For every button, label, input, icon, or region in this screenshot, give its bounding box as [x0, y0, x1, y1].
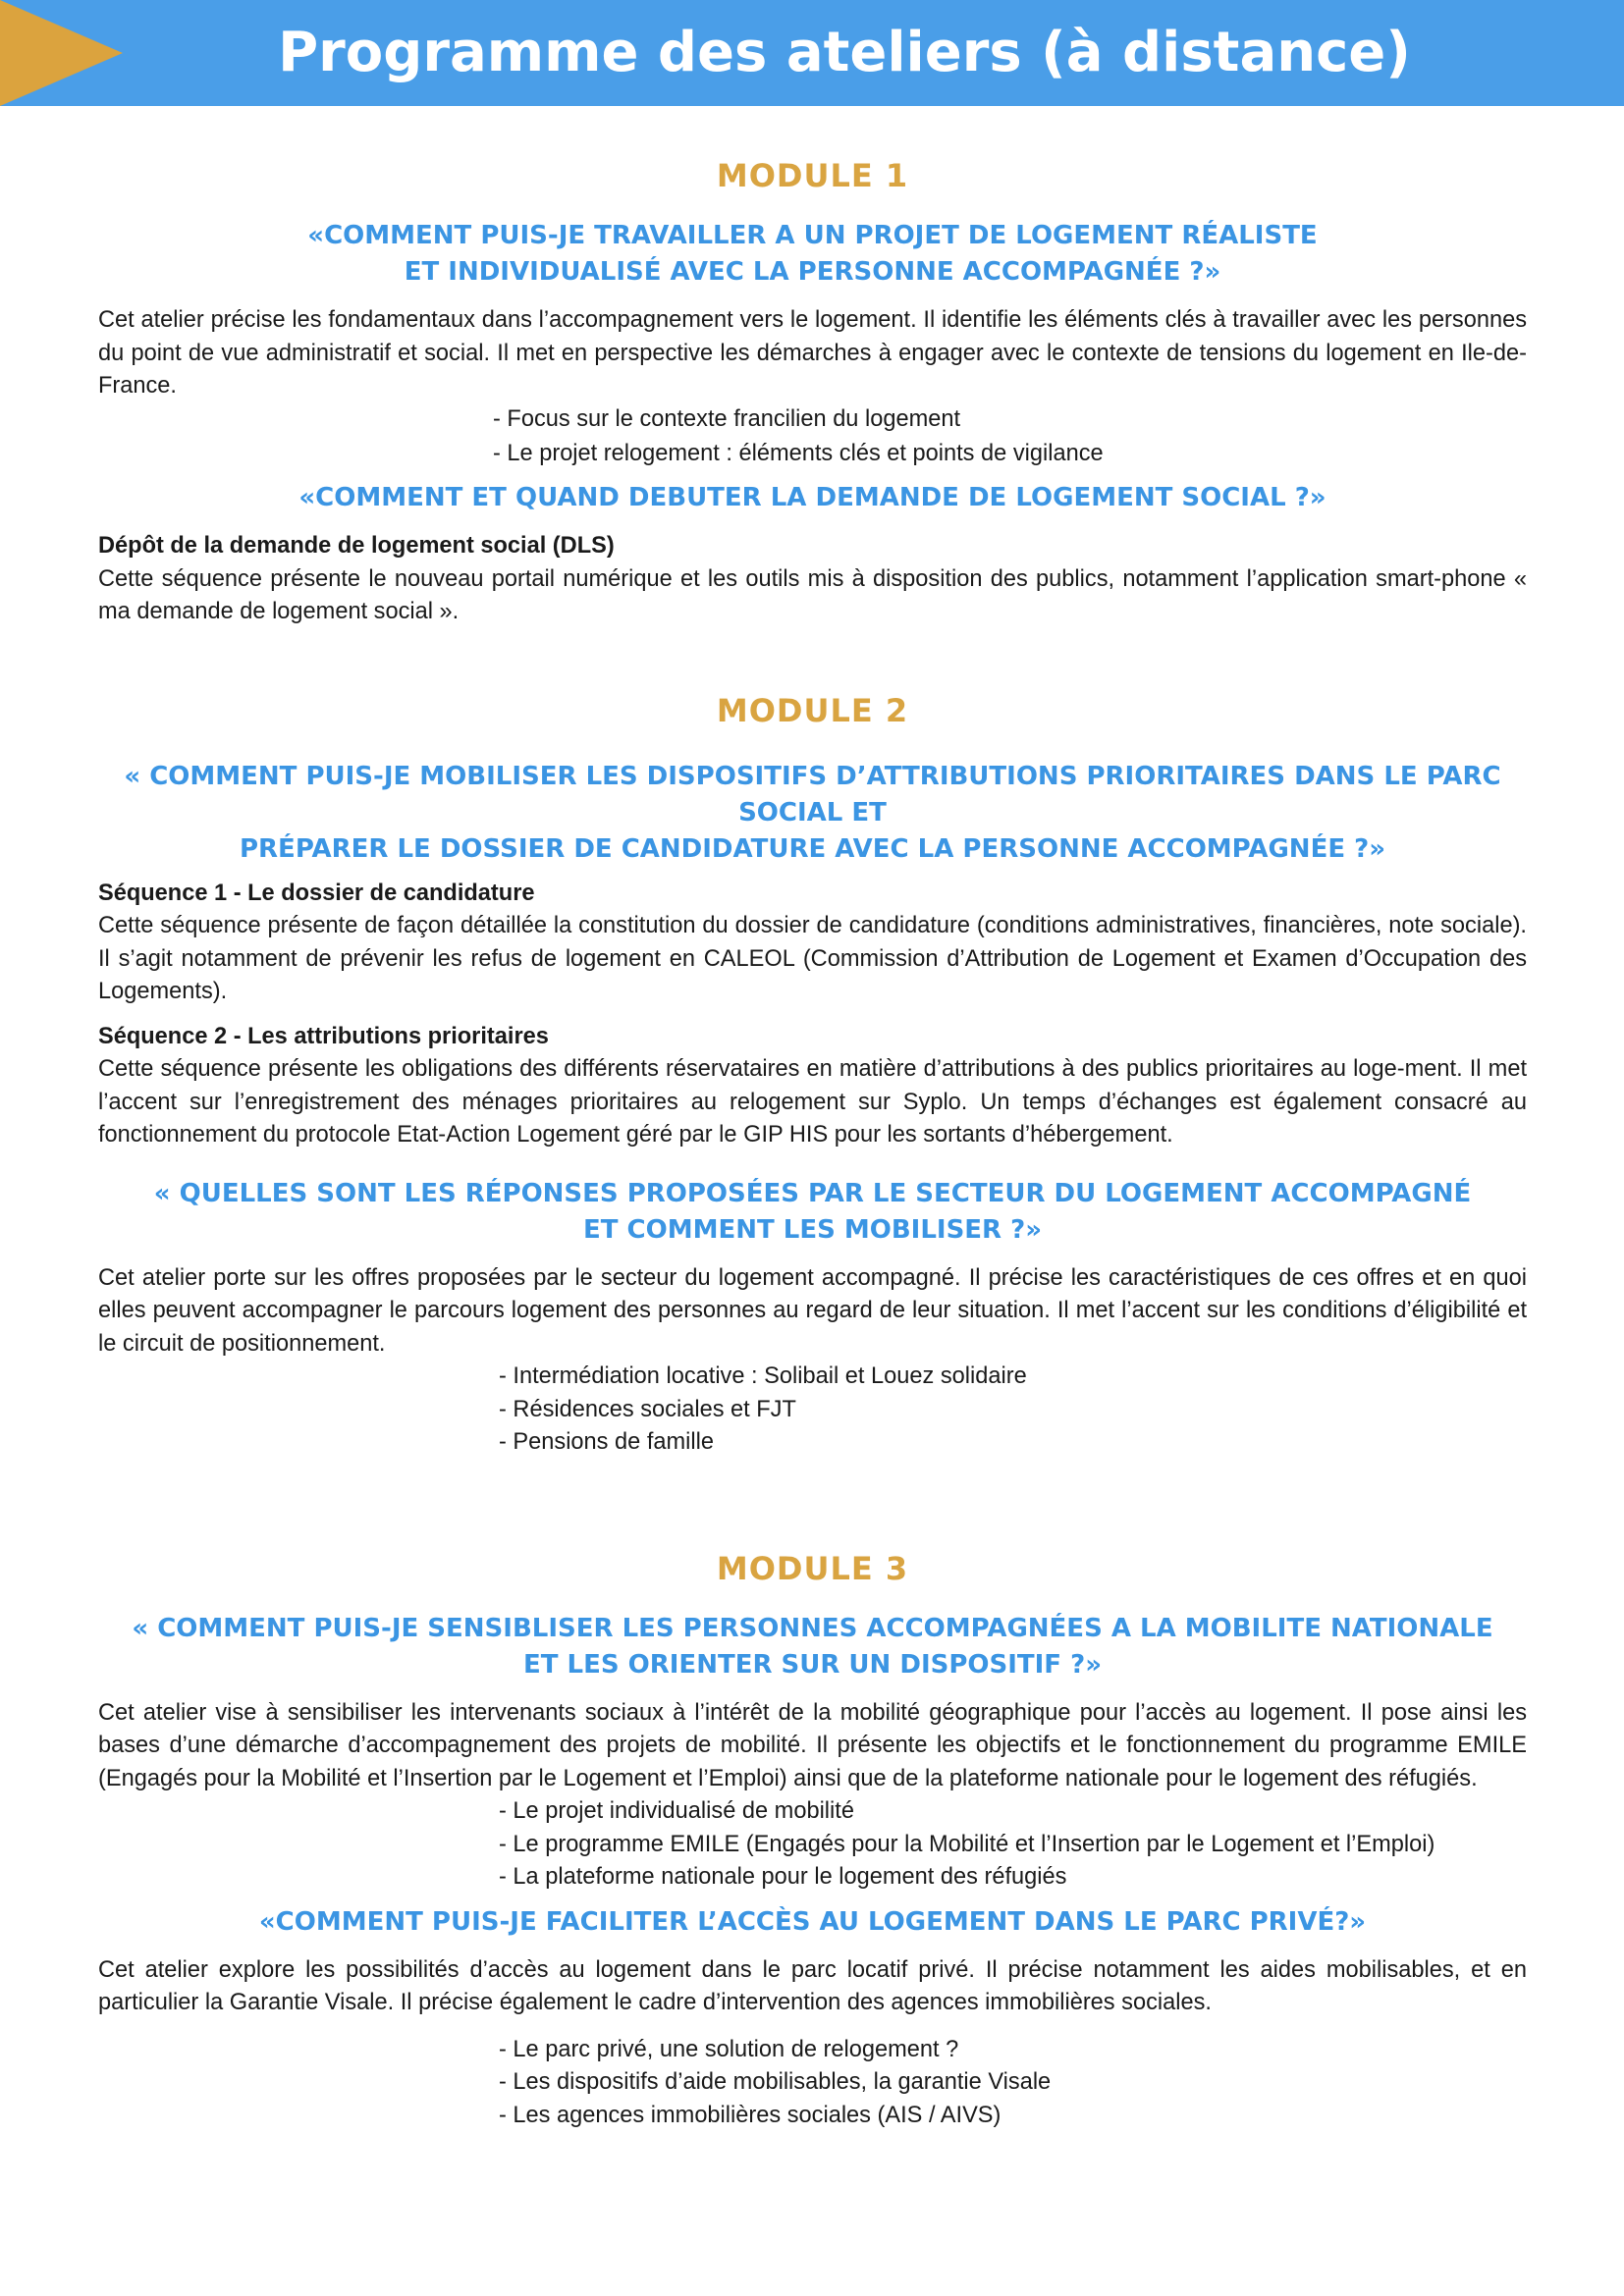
- bullet-item: - Le parc privé, une solution de relogement ?: [499, 2036, 959, 2062]
- module-2: [98, 692, 1527, 1460]
- atelier-title-line: « QUELLES SONT LES RÉPONSES PROPOSÉES PAR LE SECTEUR DU LOGEMENT ACCOMPAGNÉ: [153, 1178, 1472, 1208]
- atelier-title: [98, 759, 1527, 868]
- module-2-atelier-1: [98, 759, 1527, 1152]
- atelier-title: [98, 1611, 1527, 1683]
- atelier-description: Cet atelier précise les fondamentaux dans l’accompagnement vers le logement. Il identifie les éléments clés à travailler avec les personnes du point de vue administratif et social. Il met en perspective les démarches à engager avec le contexte de tensions du logement en Ile-de-France.: [98, 307, 1527, 399]
- sequence-description: Cette séquence présente de façon détaillée la constitution du dossier de candidature (conditions administratives, financières, note sociale). Il s’agit notamment de prévenir les refus de logement en CALEOL (Commission d’Attribution de Logement et Examen d’Occupation des Logements).: [98, 913, 1527, 1004]
- bullet-item: - Les dispositifs d’aide mobilisables, la garantie Visale: [499, 2069, 1052, 2095]
- module-3-atelier-1: [98, 1611, 1527, 1895]
- bullet-item: - Intermédiation locative : Solibail et Louez solidaire: [499, 1363, 1027, 1389]
- bullet-item: - Le projet relogement : éléments clés et points de vigilance: [493, 441, 1104, 466]
- bullet-item: - Le programme EMILE (Engagés pour la Mobilité et l’Insertion par le Logement et l’Emploi): [499, 1831, 1435, 1857]
- atelier-title-line: «COMMENT PUIS-JE FACILITER L’ACCÈS AU LOGEMENT DANS LE PARC PRIVÉ?»: [258, 1906, 1367, 1937]
- module-1-atelier-1: [98, 218, 1527, 472]
- sequence-description: Cette séquence présente le nouveau portail numérique et les outils mis à disposition des publics, notamment l’application smart-phone « ma demande de logement social ».: [98, 565, 1527, 624]
- module-3: [98, 1550, 1527, 2133]
- sequence-description: Cette séquence présente les obligations des différents réservataires en matière d’attributions à des publics prioritaires au loge-ment. Il met l’accent sur l’enregistrement des ménages prioritaires au relogement sur Syplo. Un temps d’échanges est également consacré au fonctionnement du protocole Etat-Action Logement géré par le GIP HIS pour les sortants d’hébergement.: [98, 1056, 1527, 1148]
- atelier-title: [98, 1176, 1527, 1249]
- module-1: [98, 157, 1527, 629]
- sequence-title: Dépôt de la demande de logement social (DLS): [98, 533, 615, 559]
- atelier-title-line: PRÉPARER LE DOSSIER DE CANDIDATURE AVEC LA PERSONNE ACCOMPAGNÉE ?»: [239, 833, 1386, 864]
- atelier-description: Cet atelier explore les possibilités d’accès au logement dans le parc locatif privé. Il précise notamment les aides mobilisables, et en particulier la Garantie Visale. Il précise également le cadre d’intervention des agences immobilières sociales.: [98, 1956, 1527, 2015]
- atelier-title-line: «COMMENT ET QUAND DEBUTER LA DEMANDE DE LOGEMENT SOCIAL ?»: [298, 483, 1326, 512]
- atelier-title-line: «COMMENT PUIS-JE TRAVAILLER A UN PROJET DE LOGEMENT RÉALISTE: [307, 221, 1318, 250]
- atelier-bullet-list: [98, 1795, 1527, 1895]
- module-1-title: MODULE 1: [716, 157, 909, 194]
- module-3-title: MODULE 3: [716, 1549, 909, 1587]
- module-2-atelier-2: [98, 1176, 1527, 1460]
- bullet-item: - La plateforme nationale pour le logement des réfugiés: [499, 1864, 1067, 1890]
- atelier-title-line: ET COMMENT LES MOBILISER ?»: [582, 1214, 1043, 1245]
- sequence-title: Séquence 2 - Les attributions prioritaires: [98, 1023, 549, 1049]
- atelier-title-line: « COMMENT PUIS-JE MOBILISER LES DISPOSITIFS D’ATTRIBUTIONS PRIORITAIRES DANS LE PARC SOCIAL ET: [124, 761, 1501, 828]
- atelier-title-line: ET INDIVIDUALISÉ AVEC LA PERSONNE ACCOMPAGNÉE ?»: [404, 257, 1221, 287]
- atelier-bullet-list: [98, 2034, 1527, 2133]
- atelier-bullet-list: [98, 1361, 1527, 1460]
- atelier-title-line: ET LES ORIENTER SUR UN DISPOSITIF ?»: [522, 1649, 1102, 1680]
- atelier-title: [98, 1904, 1527, 1941]
- atelier-bullet-list: [98, 403, 1527, 473]
- page-content: [98, 157, 1527, 2132]
- bullet-item: - Focus sur le contexte francilien du logement: [493, 405, 961, 432]
- atelier-title: [98, 480, 1527, 516]
- atelier-description: Cet atelier vise à sensibiliser les intervenants sociaux à l’intérêt de la mobilité géographique pour l’accès au logement. Il pose ainsi les bases d’une démarche d’accompagnement des projets de mobilité. Il présente les objectifs et le fonctionnement du programme EMILE (Engagés pour la Mobilité et l’Insertion par le Logement et l’Emploi) ainsi que de la plateforme nationale pour le logement des réfugiés.: [98, 1699, 1527, 1791]
- bullet-item: - Pensions de famille: [499, 1429, 715, 1455]
- atelier-title-line: « COMMENT PUIS-JE SENSIBLISER LES PERSONNES ACCOMPAGNÉES A LA MOBILITE NATIONALE: [132, 1613, 1493, 1643]
- module-2-title: MODULE 2: [716, 691, 909, 729]
- bullet-item: - Les agences immobilières sociales (AIS / AIVS): [499, 2102, 1001, 2128]
- atelier-title: [98, 218, 1527, 291]
- sequence-title: Séquence 1 - Le dossier de candidature: [98, 880, 535, 906]
- module-3-atelier-2: [98, 1904, 1527, 2133]
- atelier-description: Cet atelier porte sur les offres proposées par le secteur du logement accompagné. Il précise les caractéristiques de ces offres et en quoi elles peuvent accompagner le parcours logement des personnes au regard de leur situation. Il met l’accent sur les conditions d’éligibilité et le circuit de positionnement.: [98, 1264, 1527, 1357]
- bullet-item: - Résidences sociales et FJT: [499, 1396, 796, 1422]
- module-1-atelier-2: [98, 480, 1527, 629]
- page-title: Programme des ateliers (à distance): [278, 21, 1411, 84]
- bullet-item: - Le projet individualisé de mobilité: [499, 1798, 854, 1824]
